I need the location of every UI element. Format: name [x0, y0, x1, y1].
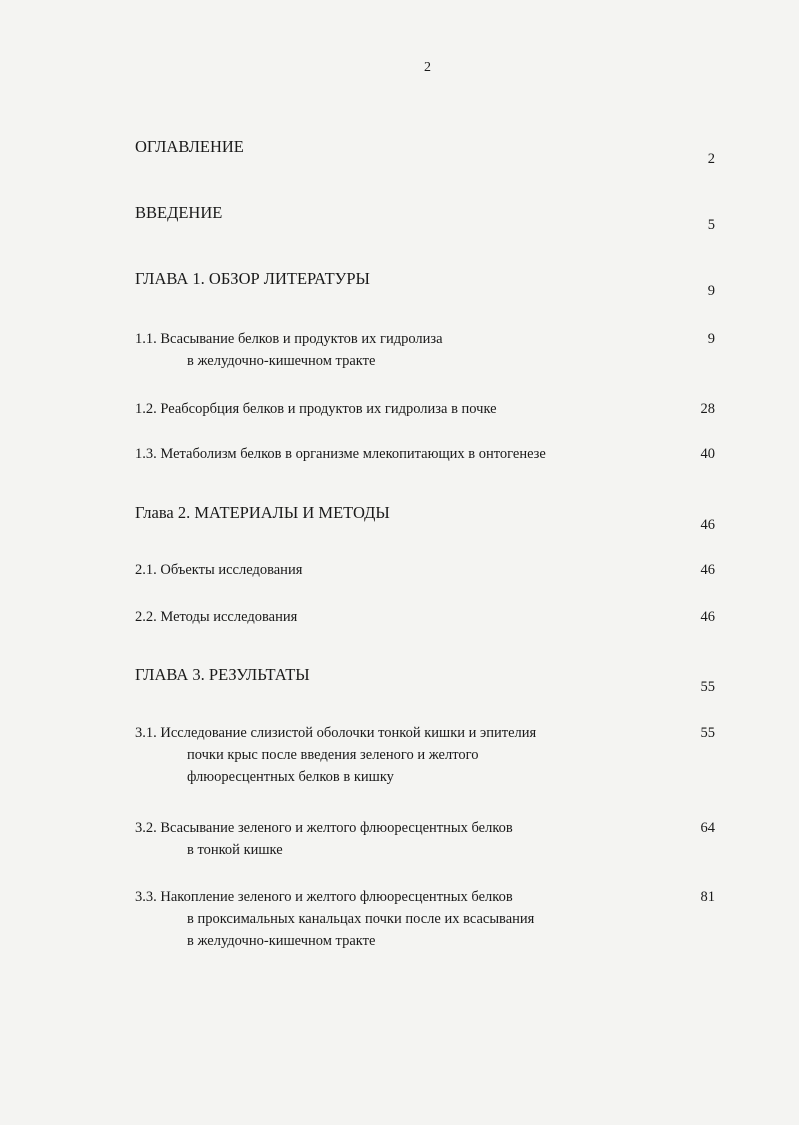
toc-entry-title: 2.1. Объекты исследования — [135, 562, 303, 578]
toc-entry-page: 9 — [707, 283, 715, 299]
toc-entry-chapter-2 — [135, 502, 715, 533]
toc-entry-page: 9 — [707, 331, 715, 347]
toc-entry-page: 2 — [707, 151, 715, 167]
toc-entry-page: 5 — [707, 217, 715, 233]
toc-entry-page: 55 — [700, 725, 715, 741]
toc-entry-introduction — [135, 202, 715, 233]
toc-entry-page: 46 — [700, 517, 715, 533]
toc-entry-chapter-1 — [135, 268, 715, 299]
toc-entry-page: 46 — [700, 562, 715, 578]
toc-entry-page: 81 — [700, 889, 715, 905]
toc-entry-section-1-1 — [135, 328, 715, 372]
toc-entry-title: 1.3. Метаболизм белков в организме млекопитающих в онтогенезе — [135, 446, 546, 462]
toc-entry-title: 1.2. Реабсорбция белков и продуктов их гидролиза в почке — [135, 401, 497, 417]
toc-entry-section-3-2 — [135, 817, 715, 861]
toc-entry-page: 55 — [700, 679, 715, 695]
toc-entry-section-3-3 — [135, 886, 715, 952]
toc-entry-continuation: в тонкой кишке — [187, 842, 283, 858]
toc-entry-title: 3.1. Исследование слизистой оболочки тонкой кишки и эпителия — [135, 725, 537, 741]
toc-entry-continuation: в желудочно-кишечном тракте — [187, 933, 376, 949]
toc-entry-page: 46 — [700, 609, 715, 625]
toc-entry-title: 1.1. Всасывание белков и продуктов их гидролиза — [135, 331, 443, 347]
toc-entry-section-1-2 — [135, 398, 715, 420]
toc-entry-section-2-1 — [135, 559, 715, 581]
toc-entry-chapter-3 — [135, 664, 715, 695]
toc-entry-continuation: флюоресцентных белков в кишку — [187, 769, 394, 785]
toc-entry-title: Глава 2. МАТЕРИАЛЫ И МЕТОДЫ — [135, 503, 390, 522]
page-number: 2 — [424, 60, 431, 75]
toc-entry-section-1-3 — [135, 443, 715, 465]
toc-entry-title: 3.3. Накопление зеленого и желтого флюоресцентных белков — [135, 889, 513, 905]
toc-entry-title: ОГЛАВЛЕНИЕ — [135, 137, 244, 156]
toc-entry-title: 2.2. Методы исследования — [135, 609, 298, 625]
toc-entry-page: 28 — [700, 401, 715, 417]
toc-entry-continuation: в желудочно-кишечном тракте — [187, 353, 376, 369]
toc-entry-continuation: почки крыс после введения зеленого и желтого — [187, 747, 479, 763]
toc-entry-title: ГЛАВА 3. РЕЗУЛЬТАТЫ — [135, 665, 310, 684]
toc-entry-page: 64 — [700, 820, 715, 836]
toc-entry-title: ГЛАВА 1. ОБЗОР ЛИТЕРАТУРЫ — [135, 269, 370, 288]
toc-entry-title: ВВЕДЕНИЕ — [135, 203, 223, 222]
toc-entry-section-2-2 — [135, 606, 715, 628]
toc-entry-contents — [135, 136, 715, 167]
toc-entry-continuation: в проксимальных канальцах почки после их всасывания — [187, 911, 535, 927]
toc-entry-title: 3.2. Всасывание зеленого и желтого флюоресцентных белков — [135, 820, 513, 836]
toc-entry-section-3-1 — [135, 722, 715, 788]
toc-entry-page: 40 — [700, 446, 715, 462]
